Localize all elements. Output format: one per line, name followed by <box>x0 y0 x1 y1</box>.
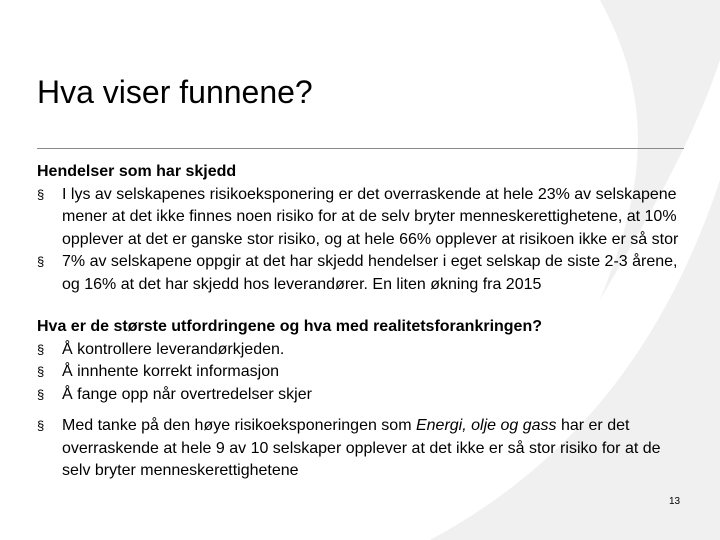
bullet-icon: § <box>37 186 45 202</box>
list-item-text: Å kontrollere leverandørkjeden. <box>62 340 285 358</box>
list-item <box>37 339 687 362</box>
list-item <box>37 415 687 483</box>
energy-sector-list <box>37 415 687 483</box>
sector-emphasis: Energi, olje og gass <box>415 417 557 434</box>
list-item-text: 7% av selskapene oppgir at det har skjedd hendelser i eget selskap de siste 2-3 årene, og 16% at det har skjedd hos leverandører. En liten økning fra 2015 <box>62 253 678 293</box>
slide-title: Hva viser funnene? <box>37 74 313 110</box>
bullet-icon: § <box>37 418 45 433</box>
list-item-text: Å fange opp når overtredelser skjer <box>62 385 312 403</box>
list-item-text-part: har er det overraskende at hele 9 av 10 selskaper opplever at det ikke er så stor risiko for at de selv bryter menneskerettighetene <box>62 417 661 479</box>
section-heading-incidents: Hendelser som har skjedd <box>37 163 237 180</box>
section-heading-challenges: Hva er de største utfordringene og hva med realitetsforankringen? <box>37 318 542 335</box>
bullet-icon: § <box>37 254 45 269</box>
challenges-list <box>37 339 687 407</box>
list-item-text: I lys av selskapenes risikoeksponering er det overraskende at hele 23% av selskapene mener at det ikke finnes noen risiko for at de selv bryter menneskerettighetene, at 10% opplever at det er ganske stor risiko, og at hele 66% opplever at risikoen ikke er så stor <box>62 185 679 248</box>
list-item-text-part: Med tanke på den høye risikoeksponeringen som <box>62 417 416 434</box>
list-item-text: Å innhente korrekt informasjon <box>62 363 279 380</box>
bullet-icon: § <box>37 386 45 402</box>
bullet-icon: § <box>37 341 45 357</box>
slide-body <box>37 161 687 483</box>
list-item <box>37 251 687 296</box>
incidents-list <box>37 184 687 297</box>
list-item <box>37 184 687 252</box>
list-item <box>37 384 687 407</box>
bullet-icon: § <box>37 364 45 379</box>
title-divider <box>37 148 684 149</box>
page-number: 13 <box>669 496 681 507</box>
list-item-text <box>62 417 661 479</box>
list-item <box>37 361 687 384</box>
